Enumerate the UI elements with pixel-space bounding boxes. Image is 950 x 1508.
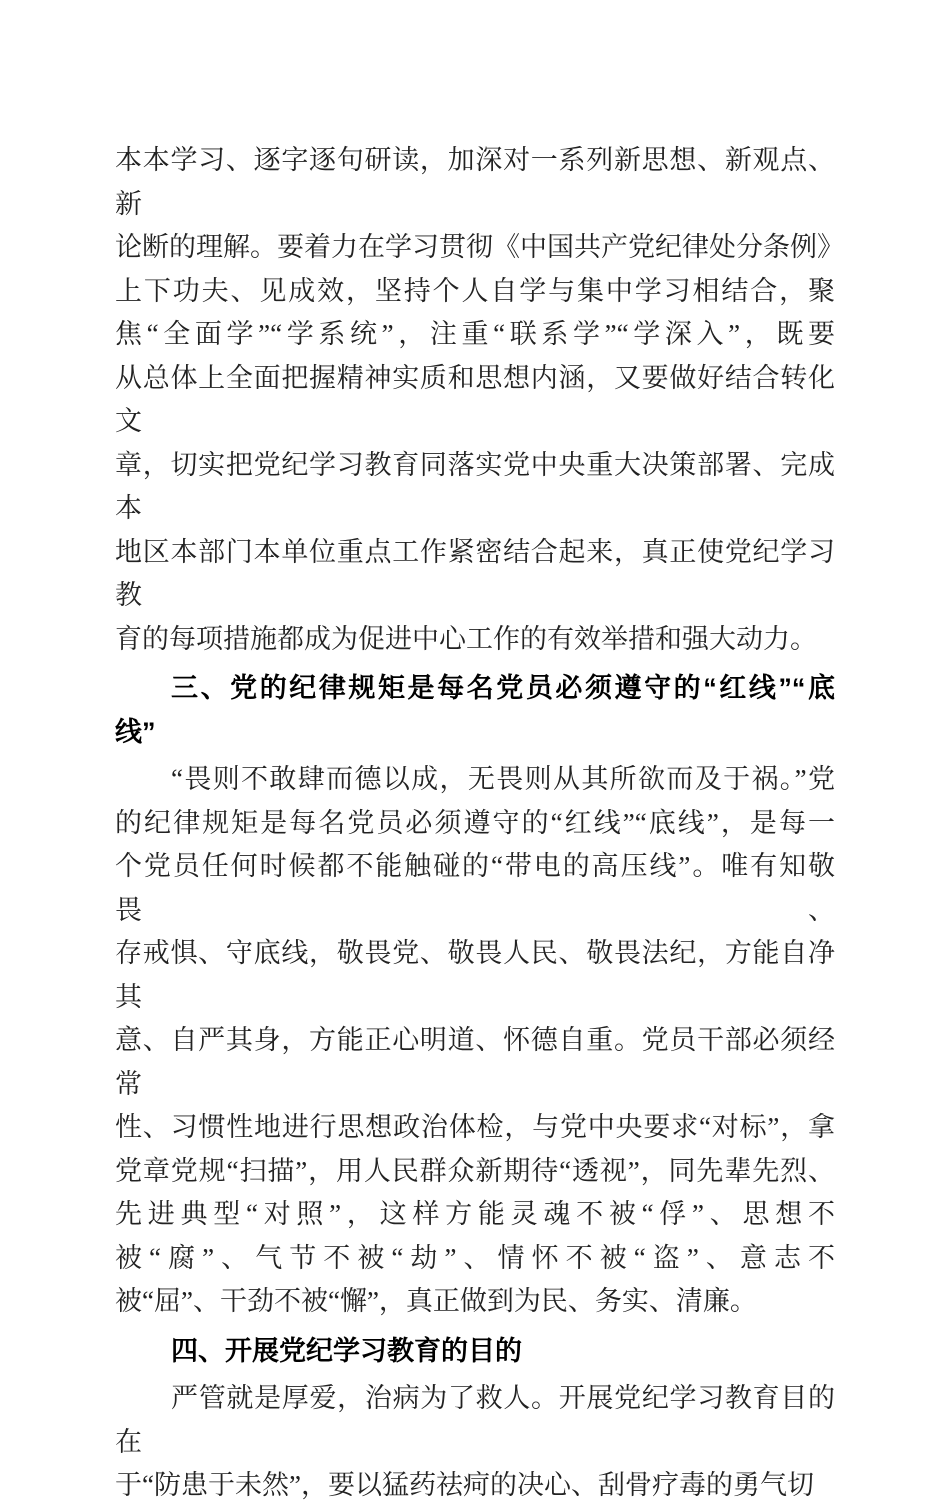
- text-line: 四、开展党纪学习教育的目的: [171, 1335, 522, 1366]
- text-line: 论断的理解。要着力在学习贯彻《中国共产党纪律处分条例》: [115, 232, 844, 262]
- text-line: 被“屈”、干劲不被“懈”，真正做到为民、务实、清廉。: [115, 1286, 757, 1316]
- section-heading: [115, 1330, 835, 1374]
- text-line: 章，切实把党纪学习教育同落实党中央重大决策部署、完成本: [115, 449, 835, 523]
- text-line: 意、自严其身，方能正心明道、怀德自重。党员干部必须经常: [115, 1025, 835, 1099]
- text-line: 党章党规“扫描”，用人民群众新期待“透视”，同先辈先烈、: [115, 1155, 835, 1186]
- text-line: 性、习惯性地进行思想政治体检，与党中央要求“对标”，拿: [115, 1112, 835, 1142]
- text-line: “畏则不敢肆而德以成，无畏则从其所欲而及于祸。”党: [171, 764, 835, 794]
- text-line: 三、党的纪律规矩是每名党员必须遵守的“红线”“底: [171, 673, 835, 703]
- text-line: 育的每项措施都成为促进中心工作的有效举措和强大动力。: [115, 623, 817, 654]
- text-line: 地区本部门本单位重点工作紧密结合起来，真正使党纪学习教: [115, 536, 835, 610]
- body-paragraph: [115, 758, 835, 1324]
- text-line: 本本学习、逐字逐句研读，加深对一系列新思想、新观点、新: [115, 145, 835, 219]
- text-line: 焦“全面学”“学系统”，注重“联系学”“学深入”，既要: [115, 319, 835, 349]
- text-line: 于“防患于未然”，要以猛药祛疴的决心、刮骨疗毒的勇气切: [115, 1470, 814, 1500]
- text-line: 严管就是厚爱，治病为了救人。开展党纪学习教育目的在: [115, 1383, 835, 1457]
- text-line: 先进典型“对照”，这样方能灵魂不被“俘”、思想不: [115, 1199, 835, 1229]
- text-line: 个党员任何时候都不能触碰的“带电的高压线”。唯有知敬畏、: [115, 851, 835, 925]
- text-line: 被“腐”、气节不被“劫”、情怀不被“盗”、意志不: [115, 1242, 835, 1273]
- body-paragraph: [115, 1377, 835, 1508]
- text-line: 的纪律规矩是每名党员必须遵守的“红线”“底线”，是每一: [115, 807, 835, 838]
- text-line: 从总体上全面把握精神实质和思想内涵，又要做好结合转化文: [115, 362, 835, 436]
- body-paragraph: [115, 139, 844, 661]
- text-line: 上下功夫、见成效，坚持个人自学与集中学习相结合，聚: [115, 275, 835, 306]
- text-line: 存戒惧、守底线，敬畏党、敬畏人民、敬畏法纪，方能自净其: [115, 938, 835, 1012]
- text-line: 线”: [115, 716, 156, 747]
- section-heading: [115, 667, 835, 754]
